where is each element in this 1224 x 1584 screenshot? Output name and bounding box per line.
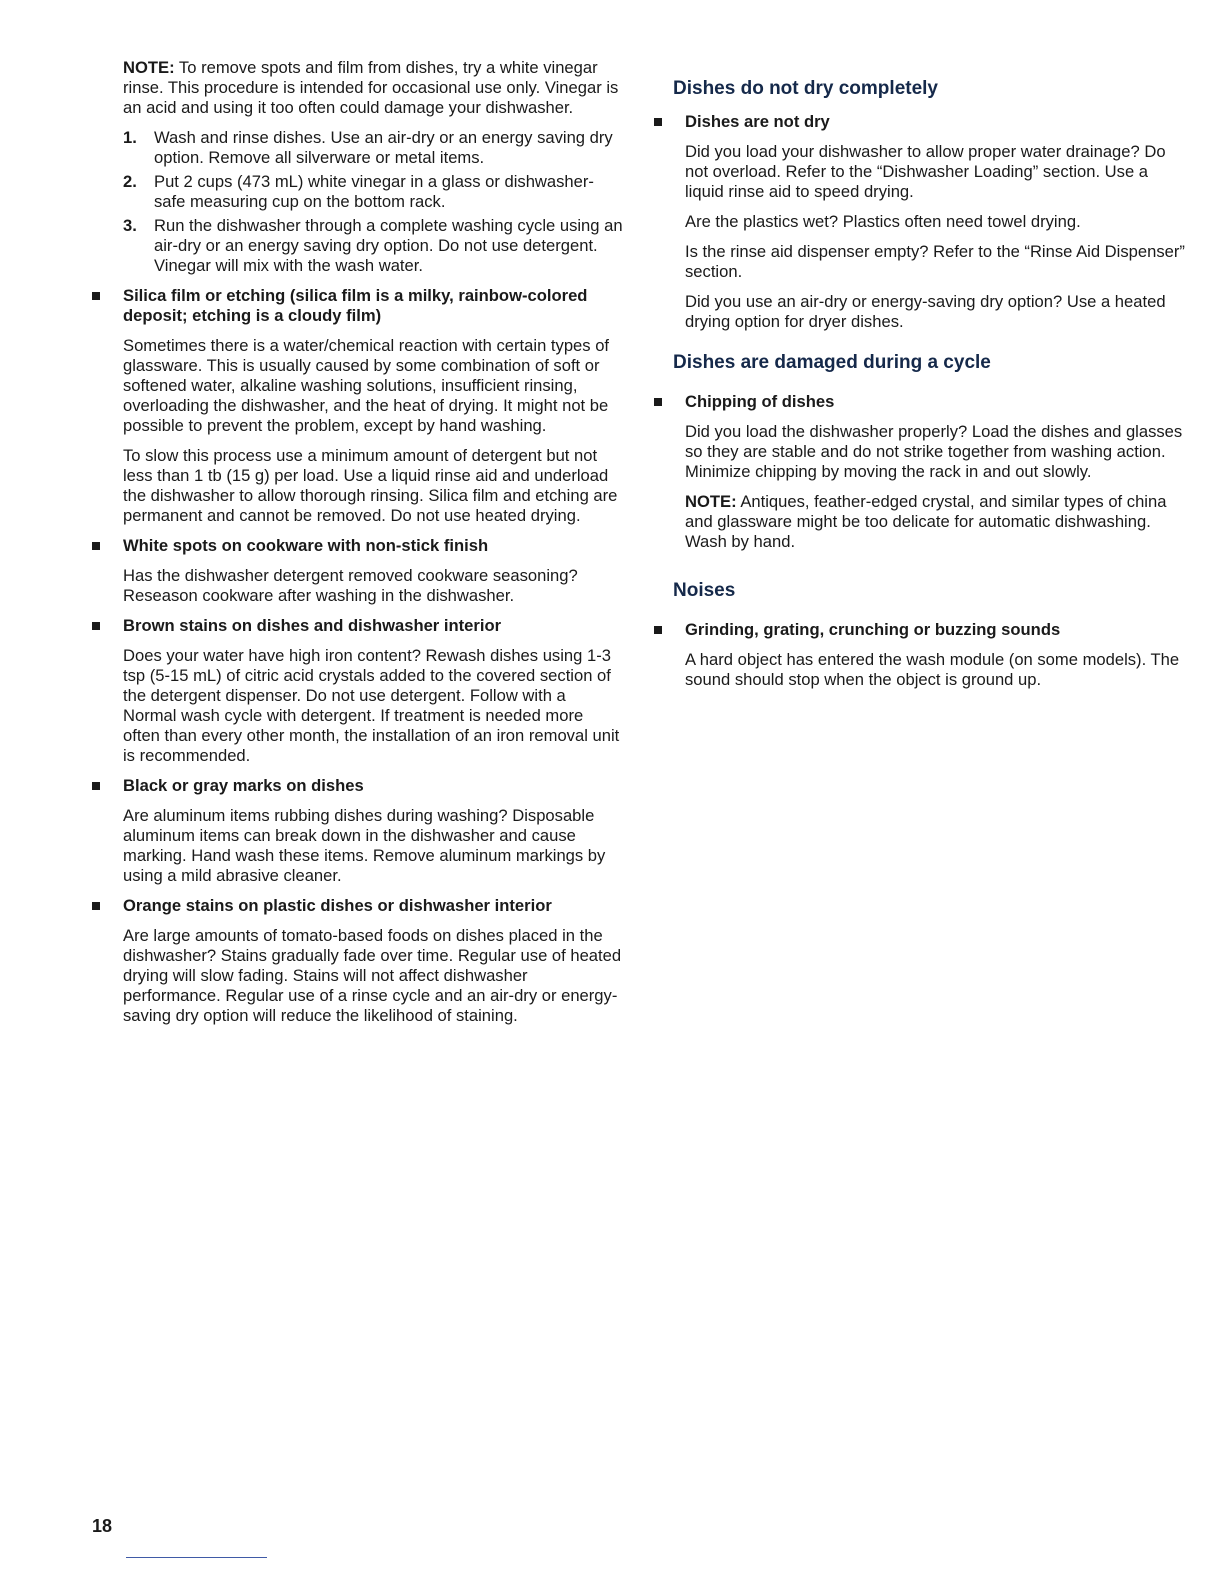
issue-title: Orange stains on plastic dishes or dishwasher interior	[123, 896, 552, 915]
step-number: 3.	[123, 216, 137, 235]
issue-title: Chipping of dishes	[685, 392, 835, 411]
bullet-icon	[92, 902, 100, 910]
heading-spacer	[685, 100, 1185, 112]
dry-paragraph-1: Did you load your dishwasher to allow proper water drainage? Do not overload. Refer to the “Dishwasher Loading” section. Use a liquid rinse aid to speed drying.	[685, 142, 1166, 201]
page-number: 18	[92, 1516, 113, 1536]
white-spots-paragraph: Has the dishwasher detergent removed cookware seasoning? Reseason cookware after washing in the dishwasher.	[123, 566, 578, 605]
issue-black-marks	[123, 776, 623, 796]
issue-grinding	[685, 620, 1185, 640]
step-text: Put 2 cups (473 mL) white vinegar in a glass or dishwasher-safe measuring cup on the bottom rack.	[154, 172, 594, 211]
issue-title: Silica film or etching (silica film is a milky, rainbow-colored deposit; etching is a cloudy film)	[123, 286, 588, 325]
bullet-icon	[654, 118, 662, 126]
issue-orange-stains	[123, 896, 623, 916]
dry-paragraph-4: Did you use an air-dry or energy-saving dry option? Use a heated drying option for dryer dishes.	[685, 292, 1166, 331]
left-column	[123, 58, 623, 1036]
brown-stains-paragraph: Does your water have high iron content? Rewash dishes using 1-3 tsp (5-15 mL) of citric acid crystals added to the covered section of the detergent dispenser. Do not use detergent. Follow with a Normal wash cycle with detergent. If treatment is needed more often than every other month, the installation of an iron removal unit is recommended.	[123, 646, 620, 765]
silica-paragraph-2: To slow this process use a minimum amount of detergent but not less than 1 tb (15 g) per load. Use a liquid rinse aid and underload the dishwasher to allow thorough rinsing. Silica film and etching are permanent and cannot be removed. Do not use heated drying.	[123, 446, 618, 525]
note-text: Antiques, feather-edged crystal, and similar types of china and glassware might be too delicate for automatic dishwashing. Wash by hand.	[685, 492, 1167, 551]
heading-damaged: Dishes are damaged during a cycle	[673, 352, 991, 373]
dry-paragraph-2: Are the plastics wet? Plastics often need towel drying.	[685, 212, 1081, 231]
note-label: NOTE:	[685, 492, 737, 511]
issue-not-dry	[685, 112, 1185, 132]
chipping-paragraph: Did you load the dishwasher properly? Load the dishes and glasses so they are stable and do not strike together from washing action. Minimize chipping by moving the rack in and out slowly.	[685, 422, 1183, 481]
black-marks-paragraph: Are aluminum items rubbing dishes during washing? Disposable aluminum items can break down in the dishwasher and cause marking. Hand wash these items. Remove aluminum markings by using a mild abrasive cleaner.	[123, 806, 606, 885]
issue-title: Brown stains on dishes and dishwasher interior	[123, 616, 502, 635]
issue-brown-stains	[123, 616, 623, 636]
step-number: 2.	[123, 172, 137, 191]
issue-title: Dishes are not dry	[685, 112, 830, 131]
grinding-paragraph: A hard object has entered the wash module (on some models). The sound should stop when the object is ground up.	[685, 650, 1180, 689]
bullet-icon	[92, 292, 100, 300]
vinegar-note	[123, 58, 623, 118]
step-item	[123, 172, 623, 212]
issue-title: White spots on cookware with non-stick finish	[123, 536, 489, 555]
antiques-note	[685, 492, 1185, 552]
heading-spacer	[685, 374, 1185, 392]
step-text: Wash and rinse dishes. Use an air-dry or an energy saving dry option. Remove all silverware or metal items.	[154, 128, 613, 167]
bullet-icon	[92, 782, 100, 790]
issue-silica-film	[123, 286, 623, 326]
silica-paragraph-1: Sometimes there is a water/chemical reaction with certain types of glassware. This is usually caused by some combination of soft or softened water, alkaline washing solutions, insufficient rinsing, overloading the dishwasher, and the heat of drying. It might not be possible to prevent the problem, except by hand washing.	[123, 336, 610, 435]
bullet-icon	[654, 626, 662, 634]
dry-paragraph-3: Is the rinse aid dispenser empty? Refer to the “Rinse Aid Dispenser” section.	[685, 242, 1185, 281]
footer-rule	[126, 1557, 267, 1558]
step-text: Run the dishwasher through a complete washing cycle using an air-dry or an energy saving dry option. Do not use detergent. Vinegar will mix with the wash water.	[154, 216, 623, 275]
note-text: To remove spots and film from dishes, try a white vinegar rinse. This procedure is intended for occasional use only. Vinegar is an acid and using it too often could damage your dishwasher.	[123, 58, 619, 117]
issue-title: Black or gray marks on dishes	[123, 776, 364, 795]
step-item	[123, 216, 623, 276]
right-column	[673, 58, 1185, 700]
issue-title: Grinding, grating, crunching or buzzing sounds	[685, 620, 1061, 639]
note-label: NOTE:	[123, 58, 175, 77]
bullet-icon	[654, 398, 662, 406]
heading-spacer	[685, 602, 1185, 620]
issue-chipping	[685, 392, 1185, 412]
step-number: 1.	[123, 128, 137, 147]
vinegar-steps	[123, 128, 623, 276]
bullet-icon	[92, 622, 100, 630]
bullet-icon	[92, 542, 100, 550]
orange-stains-paragraph: Are large amounts of tomato-based foods on dishes placed in the dishwasher? Stains gradually fade over time. Regular use of heated drying will slow fading. Stains will not affect dishwasher performance. Regular use of a rinse cycle and an air-dry or energy-saving dry option will reduce the likelihood of staining.	[123, 926, 622, 1025]
step-item	[123, 128, 623, 168]
heading-noises: Noises	[673, 580, 736, 601]
heading-dry: Dishes do not dry completely	[673, 78, 938, 99]
issue-white-spots	[123, 536, 623, 556]
